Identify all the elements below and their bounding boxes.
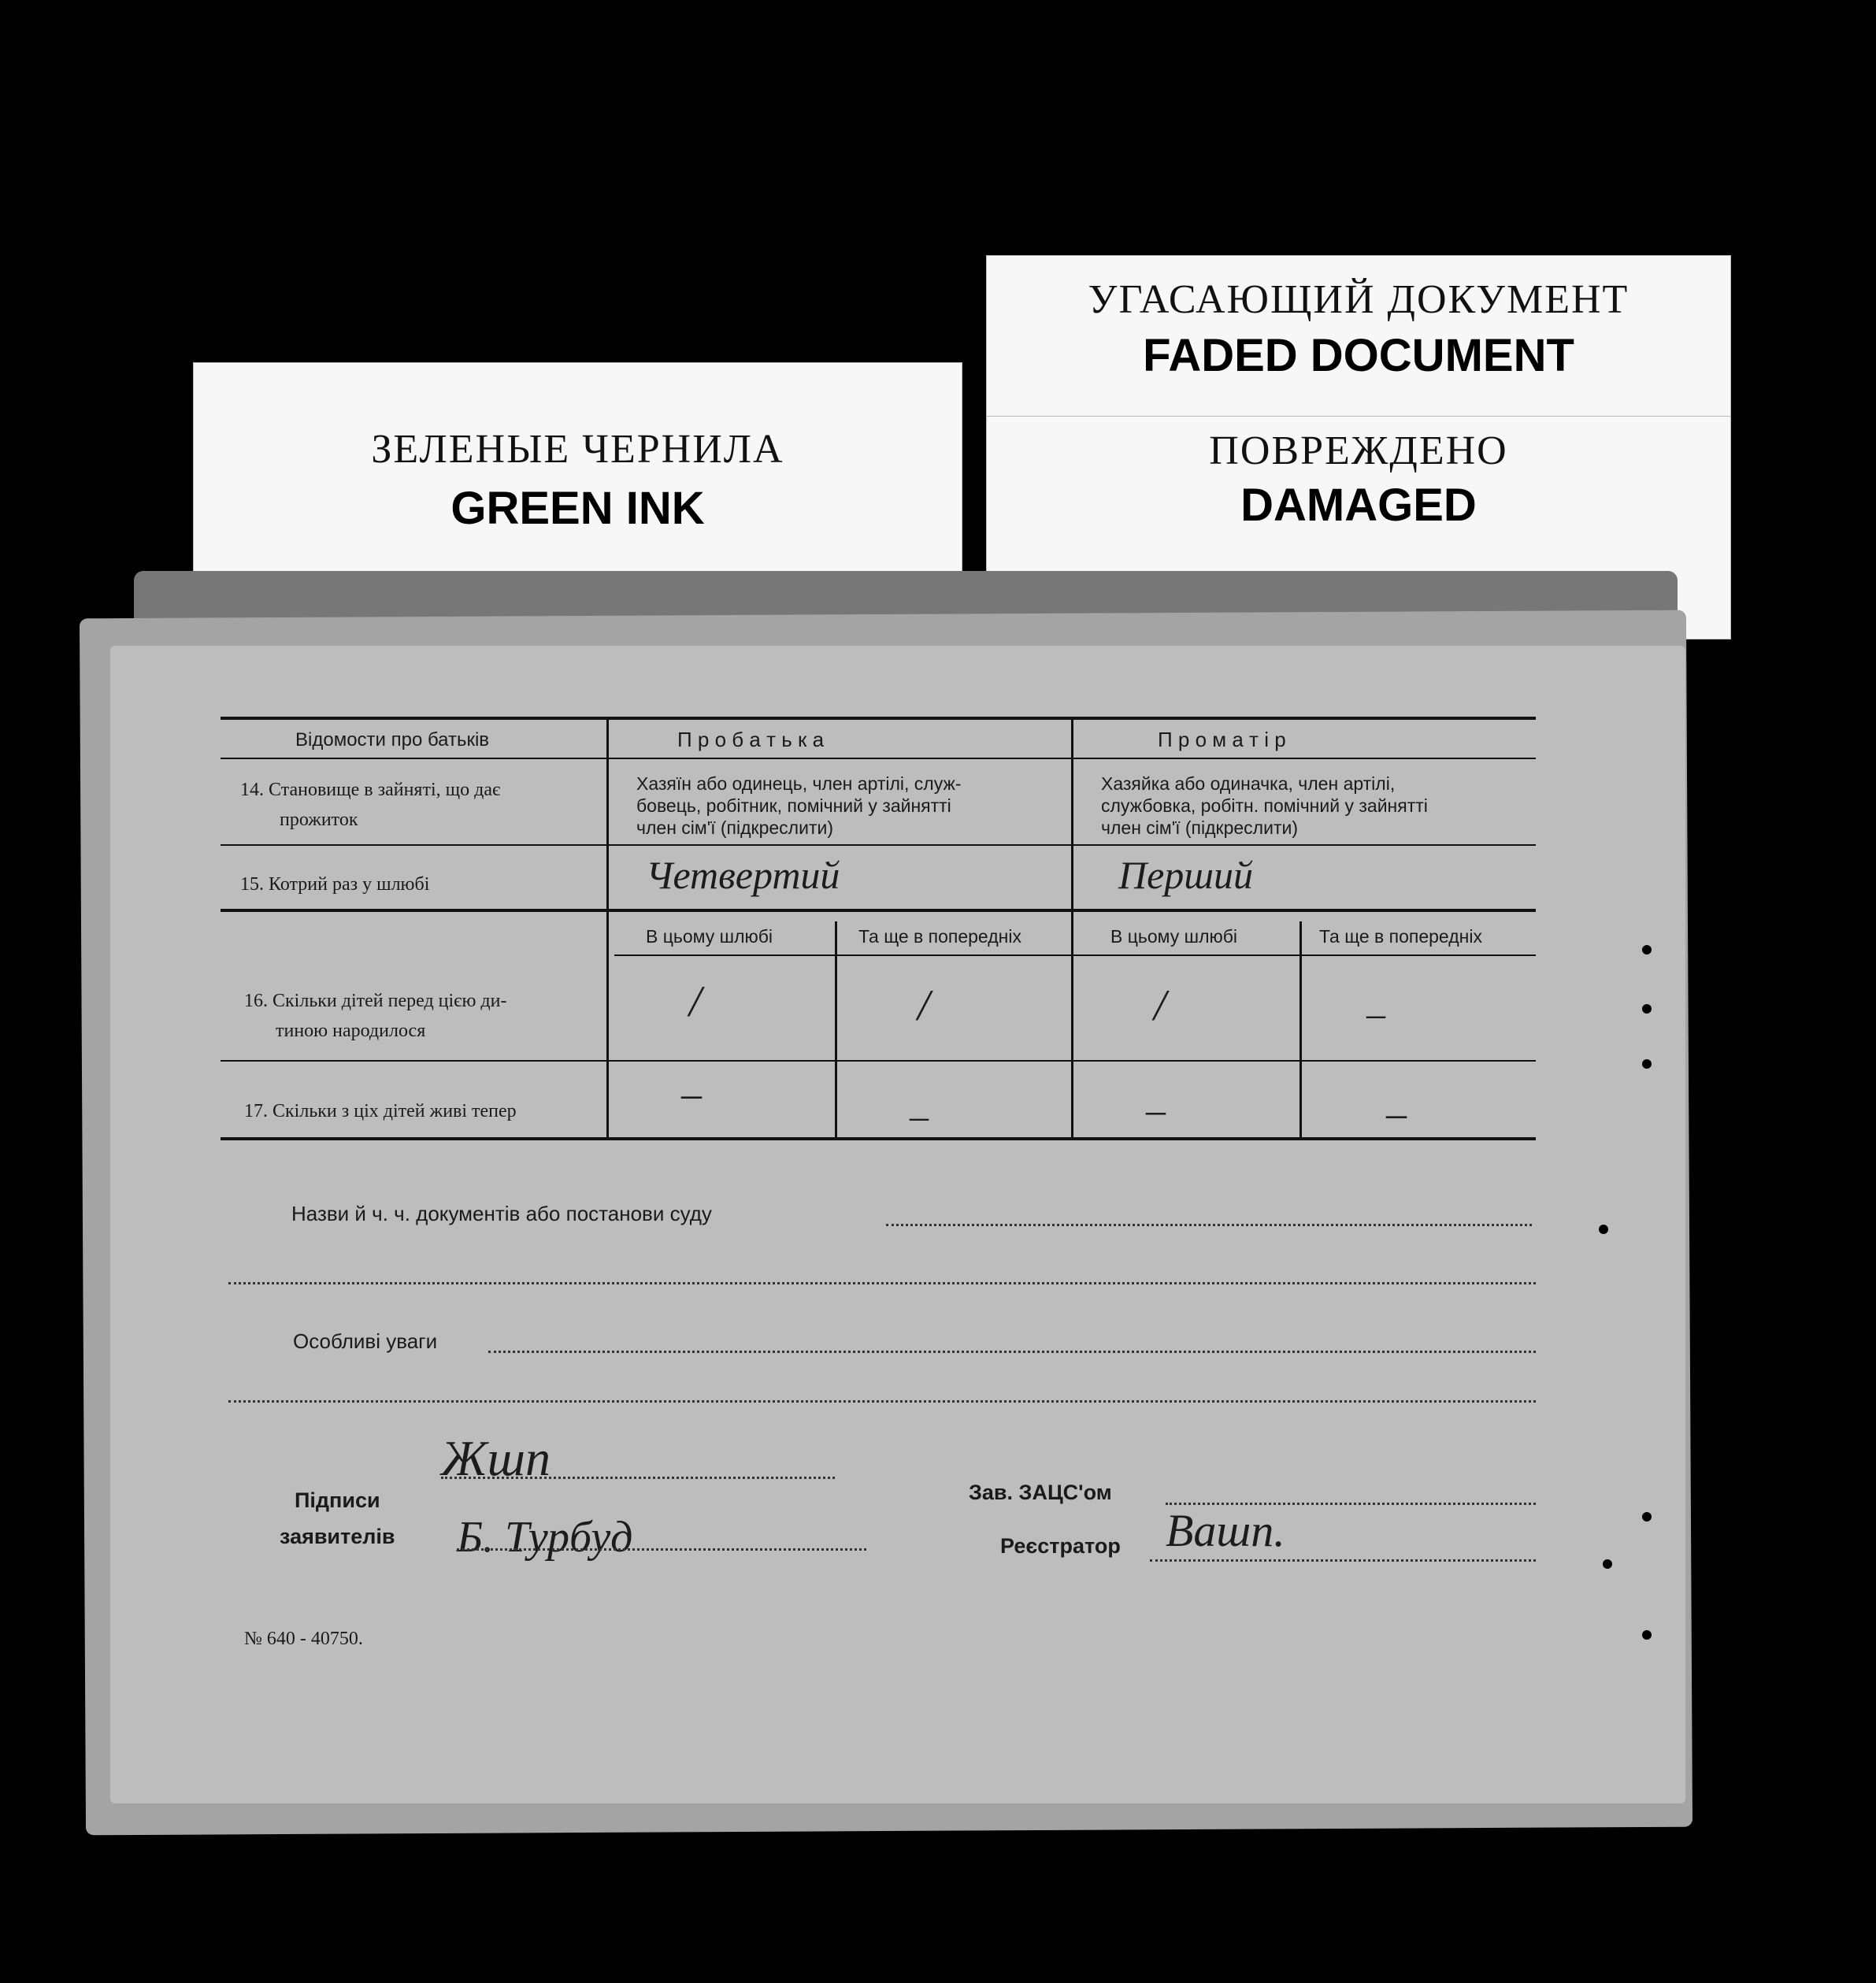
row16-mother-prev: – bbox=[1366, 993, 1385, 1035]
row17-mother-this: – bbox=[1146, 1088, 1166, 1132]
col-divider-2b bbox=[1071, 844, 1073, 909]
signature-line-2 bbox=[457, 1548, 866, 1551]
col-divider-2 bbox=[1071, 718, 1073, 844]
label-card-faded-document bbox=[986, 255, 1731, 422]
row14-mother-2: службовка, робітн. помічний у зайнятті bbox=[1101, 795, 1428, 816]
row16-father-prev: / bbox=[918, 981, 930, 1030]
binding-hole bbox=[1603, 1559, 1612, 1569]
documents-label: Назви й ч. ч. документів або постанови суду bbox=[291, 1202, 712, 1225]
row15-father-handwriting: Четвертий bbox=[646, 853, 840, 897]
form-number: № 640 - 40750. bbox=[244, 1629, 363, 1649]
row17-father-prev: – bbox=[910, 1095, 929, 1137]
sub-mother-prev: Та ще в попередніх bbox=[1319, 926, 1482, 947]
row17-mother-prev: – bbox=[1386, 1092, 1407, 1136]
row16-line bbox=[221, 1060, 1536, 1062]
green-ink-ru: ЗЕЛЕНЫЕ ЧЕРНИЛА bbox=[371, 427, 784, 472]
green-ink-en: GREEN INK bbox=[450, 483, 705, 534]
col-divider-1 bbox=[606, 718, 609, 844]
faded-document-en: FADED DOCUMENT bbox=[1143, 330, 1574, 381]
binding-hole bbox=[1642, 1512, 1652, 1522]
header-line bbox=[221, 758, 1536, 759]
row16-mother-this: / bbox=[1154, 981, 1166, 1030]
damaged-en: DAMAGED bbox=[1240, 480, 1477, 531]
binding-hole bbox=[1642, 1630, 1652, 1640]
col-div-d bbox=[1299, 921, 1302, 1137]
documents-dotline-2 bbox=[228, 1282, 1536, 1284]
registrar-line bbox=[1150, 1559, 1536, 1562]
applicant-signature-1: Жшп bbox=[441, 1430, 551, 1486]
col-divider-1b bbox=[606, 844, 609, 909]
row14-father-2: бовець, робітник, помічний у зайнятті bbox=[636, 795, 951, 816]
damaged-ru: ПОВРЕЖДЕНО bbox=[1209, 428, 1508, 473]
binding-hole bbox=[1642, 1059, 1652, 1069]
col-div-a bbox=[606, 909, 609, 1137]
sub-father-this: В цьому шлюбі bbox=[646, 926, 773, 947]
header-father: П р о б а т ь к а bbox=[677, 728, 825, 751]
registrar-label: Реєстратор bbox=[1000, 1534, 1121, 1558]
binding-hole bbox=[1599, 1225, 1608, 1234]
registrar-signature: Вашп. bbox=[1166, 1505, 1285, 1556]
sub-father-prev: Та ще в попередніх bbox=[858, 926, 1021, 947]
signatures-label-b: заявителів bbox=[280, 1525, 395, 1548]
applicant-signature-2: Б. Турбуд bbox=[457, 1513, 633, 1562]
table-top-line bbox=[221, 717, 1536, 720]
documents-dotline-1 bbox=[886, 1224, 1532, 1226]
notes-label: Особливі уваги bbox=[293, 1329, 438, 1353]
row14-father-1: Хазяїн або одинець, член артілі, служ- bbox=[636, 773, 962, 794]
head-label: Зав. ЗАЦС'ом bbox=[969, 1481, 1112, 1504]
row15-label: 15. Котрий раз у шлюбі bbox=[240, 874, 430, 895]
signatures-label-a: Підписи bbox=[295, 1488, 380, 1512]
header-mother: П р о м а т і р bbox=[1158, 728, 1286, 751]
table-bottom-line bbox=[221, 1137, 1536, 1140]
faded-document-ru: УГАСАЮЩИЙ ДОКУМЕНТ bbox=[1088, 277, 1629, 322]
row14-label-a: 14. Становище в зайняті, що дає bbox=[240, 780, 501, 800]
binding-hole bbox=[1642, 945, 1652, 954]
row14-label-b: прожиток bbox=[280, 810, 358, 830]
registration-form bbox=[110, 646, 1685, 1803]
notes-dotline-1 bbox=[488, 1351, 1536, 1353]
row16-father-this: / bbox=[689, 977, 702, 1026]
row14-father-3: член сім'ї (підкреслити) bbox=[636, 817, 833, 838]
sub-mother-this: В цьому шлюбі bbox=[1110, 926, 1238, 947]
col-div-c bbox=[1071, 909, 1073, 1137]
row17-label: 17. Скільки з ціх дітей живі тепер bbox=[244, 1101, 517, 1121]
row14-mother-1: Хазяйка або одиначка, член артілі, bbox=[1101, 773, 1396, 794]
col-div-b bbox=[835, 921, 837, 1137]
row16-label-a: 16. Скільки дітей перед цією ди- bbox=[244, 991, 507, 1011]
subheader-line bbox=[614, 954, 1536, 956]
row17-father-this: – bbox=[681, 1072, 702, 1117]
header-col1: Відомости про батьків bbox=[295, 729, 490, 751]
row15-mother-handwriting: Перший bbox=[1118, 853, 1254, 897]
row14-line bbox=[221, 844, 1536, 846]
row15-line bbox=[221, 909, 1536, 912]
notes-dotline-2 bbox=[228, 1400, 1536, 1403]
row16-label-b: тиною народилося bbox=[276, 1021, 426, 1041]
binding-hole bbox=[1642, 1004, 1652, 1014]
signature-line-1 bbox=[441, 1477, 835, 1479]
row14-mother-3: член сім'ї (підкреслити) bbox=[1101, 817, 1298, 838]
